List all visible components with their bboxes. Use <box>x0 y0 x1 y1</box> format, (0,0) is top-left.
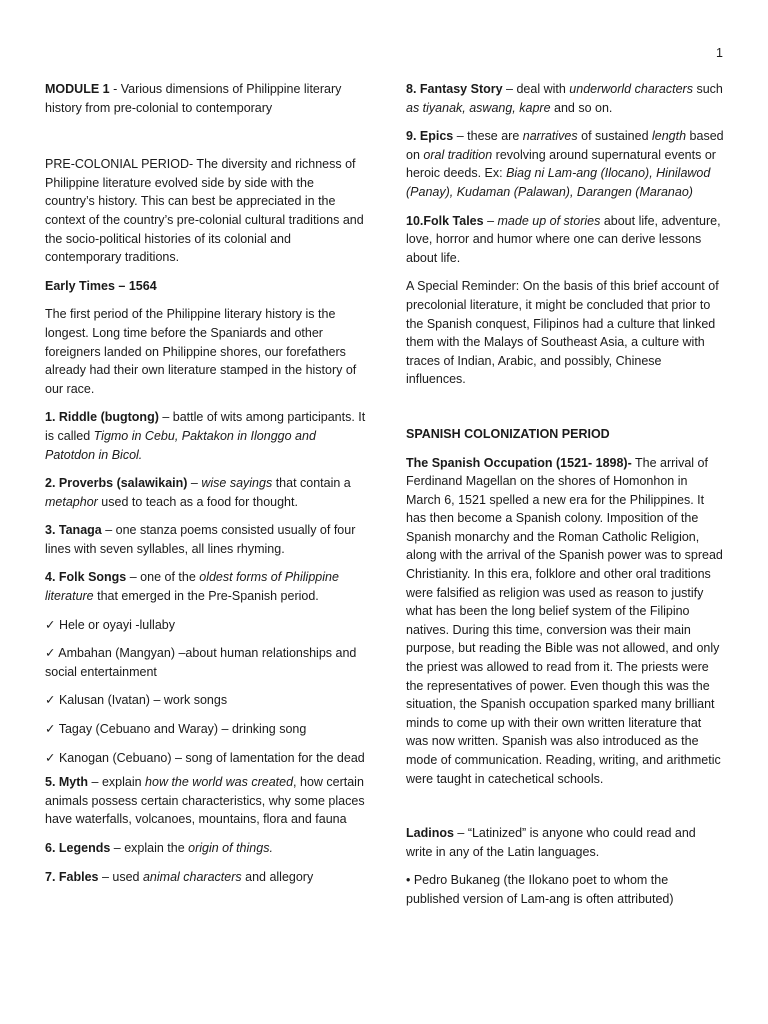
song-item-kanogan: ✓ Kanogan (Cebuano) – song of lamentation for the dead <box>45 750 365 765</box>
early-times-text: The first period of the Philippine literary history is the longest. Long time before the Spaniards and other foreigners landed on Philippine shores, our forefathers already had their own literature stamped in the history of our race. <box>45 307 357 396</box>
legends-heading: 6. Legends <box>45 841 111 855</box>
riddle-text: – battle of wits among participants. It is called <box>45 410 366 443</box>
folktales-heading: 10.Folk Tales <box>406 213 484 228</box>
song-item-lullaby: ✓ Hele or oyayi -lullaby <box>45 617 175 632</box>
folksongs-italic: oldest forms of Philippine literature <box>45 570 339 604</box>
ladinos-text: – “Latinized” is anyone who could read and write in any of the Latin languages. <box>406 826 696 859</box>
riddle-item <box>45 408 367 464</box>
ladinos-heading: Ladinos <box>406 826 454 841</box>
myth-item <box>45 773 367 829</box>
spanish-occupation-heading: The Spanish Occupation (1521- 1898)- <box>406 455 632 470</box>
riddle-heading: 1. Riddle (bugtong) <box>45 410 159 425</box>
precolonial-paragraph <box>45 155 367 267</box>
spanish-occupation-text: The arrival of Ferdinand Magellan on the shores of Homonhon in March 6, 1521 spelled a new era for the Philippines. It has then become a Spanish colony. Imposition of the Spanish monarchy and the Roman Catholic Religion, along with the arrival of the Spanish power was to spread Christianity. In this era, folklore and other oral traditions were falsified as religion was used as reason to justify what has been the long belief system of the Filipino natives. During this time, conversion was their main purpose, but reading the Bible was not allowed, and only the priest was allowed to read from it. The priests were the representatives of power. Even though this was the situation, the Spanish occupation sparked many brilliant minds to come up with their own written literature that was now written. Spanish was also introduced as the mode of communication. Reading, writing, and arithmetic were taught in catechetical schools. <box>406 455 723 786</box>
proverbs-italic-2: metaphor <box>45 494 98 509</box>
fables-item <box>45 868 367 887</box>
proverbs-text-3: used to teach as a food for thought. <box>97 494 298 509</box>
legends-item <box>45 839 367 858</box>
tanaga-item <box>45 521 367 558</box>
proverbs-heading: 2. Proverbs (salawikain) <box>45 476 188 491</box>
folksongs-item <box>45 568 367 605</box>
fables-text-2: and allegory <box>241 869 314 884</box>
precolonial-heading: PRE-COLONIAL PERIOD- <box>45 157 194 172</box>
epics-italic-1: narratives <box>522 129 578 144</box>
epics-italic-3: oral tradition <box>423 147 493 162</box>
fantasy-italic-1: underworld characters <box>569 82 693 96</box>
folksongs-text-1: – one of the <box>126 570 200 585</box>
legends-italic: origin of things. <box>188 841 273 855</box>
tanaga-text: – one stanza poems consisted usually of four lines with seven syllables, all lines rhyming. <box>45 523 356 556</box>
song-item-tagay: ✓ Tagay (Cebuano and Waray) – drinking song <box>45 722 307 737</box>
epics-italic-2: length <box>652 129 687 144</box>
special-reminder: A Special Reminder: On the basis of this brief account of precolonial literature, it might be concluded that prior to the Spanish conquest, Filipinos had a culture that linked them with the Malays of Southeast Asia, a culture with traces of Indian, Arabic, and possibly, Chinese influences. <box>406 279 719 387</box>
module-subtitle: - Various dimensions of Philippine literary history from pre-colonial to contemporary <box>45 82 342 115</box>
epics-text-2: of sustained <box>577 129 652 144</box>
spanish-occupation-paragraph <box>406 454 724 789</box>
early-times-heading: Early Times – 1564 <box>45 278 157 293</box>
epics-text-1: – these are <box>453 129 523 144</box>
precolonial-text: The diversity and richness of Philippine literature evolved side by side with the country’s history. This can best be appreciated in the context of the country’s pre-colonial cultural traditions and the socio-political histories of its colonial and contemporary traditions. <box>45 157 364 265</box>
proverbs-item <box>45 474 367 511</box>
folksongs-text-2: that emerged in the Pre-Spanish period. <box>93 589 319 604</box>
fantasy-text-3: and so on. <box>550 100 613 115</box>
epics-text-4: revolving around supernatural events or heroic deeds. Ex: <box>406 147 716 181</box>
legends-text: – explain the <box>110 841 189 855</box>
module-label: MODULE 1 <box>45 82 110 96</box>
fantasy-heading: 8. Fantasy Story <box>406 82 503 96</box>
spanish-period-heading: SPANISH COLONIZATION PERIOD <box>406 426 610 441</box>
proverbs-text-2: that contain a <box>272 476 351 491</box>
page-number: 1 <box>716 46 723 60</box>
riddle-examples: Tigmo in Cebu, Paktakon in Ilonggo and Patotdon in Bicol. <box>45 428 316 462</box>
myth-italic: how the world was created <box>145 775 294 790</box>
song-item-kalusan: ✓ Kalusan (Ivatan) – work songs <box>45 693 228 708</box>
fables-text-1: – used <box>98 869 143 884</box>
module-title-paragraph <box>45 80 367 117</box>
folktales-item <box>406 212 724 268</box>
epics-text-3: based on <box>406 129 724 162</box>
fantasy-text-1: – deal with <box>502 82 570 96</box>
ladinos-item <box>406 824 724 861</box>
tanaga-heading: 3. Tanaga <box>45 523 102 538</box>
bukaneg-bullet: • Pedro Bukaneg (the Ilokano poet to whom the published version of Lam-ang is often attributed) <box>406 873 674 906</box>
folktales-text-1: – <box>483 213 498 228</box>
fantasy-italic-2: as tiyanak, aswang, kapre <box>406 100 551 115</box>
folksongs-heading: 4. Folk Songs <box>45 570 127 585</box>
myth-text-1: – explain <box>88 775 146 790</box>
proverbs-text-1: – <box>187 476 202 491</box>
song-item-ambahan: ✓ Ambahan (Mangyan) –about human relationships and social entertainment <box>45 646 357 679</box>
folktales-italic: made up of stories <box>497 213 601 228</box>
epics-item <box>406 127 724 201</box>
fables-italic: animal characters <box>142 869 242 884</box>
left-column <box>45 80 367 896</box>
epics-examples: Biag ni Lam-ang (Ilocano), Hinilawod (Panay), Kudaman (Palawan), Darangen (Maranao) <box>406 166 711 199</box>
folktales-text-2: about life, adventure, love, horror and humor where one can derive lessons about life. <box>406 213 721 265</box>
epics-heading: 9. Epics <box>406 129 454 144</box>
myth-text-2: , how certain animals possess certain characteristics, why some places have waterfalls, volcanoes, mountains, flora and fauna <box>45 775 365 827</box>
fables-heading: 7. Fables <box>45 869 99 884</box>
proverbs-italic-1: wise sayings <box>201 476 273 491</box>
myth-heading: 5. Myth <box>45 775 89 790</box>
right-column <box>406 80 724 919</box>
fantasy-item <box>406 80 724 117</box>
fantasy-text-2: such <box>692 82 723 96</box>
